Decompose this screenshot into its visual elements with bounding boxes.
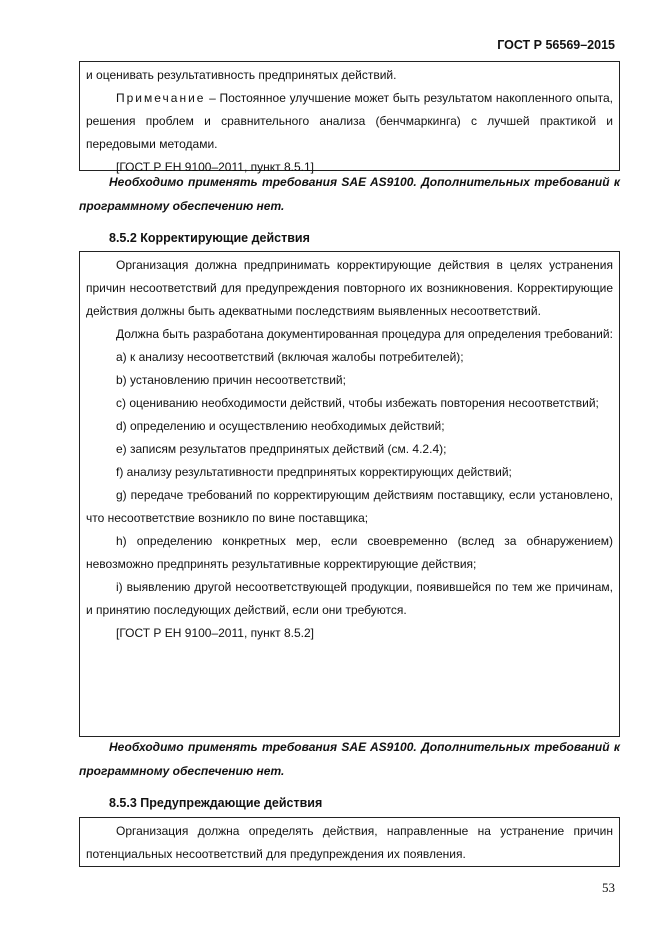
quote-paragraph: Должна быть разработана документированная процедура для определения требований: — [116, 327, 613, 341]
quote-paragraph: Организация должна предпринимать корректирующие действия в целях устранения причин несоответствий для предупреждения повторного их возникновения. Корректирующие действия должны быть адекватными последствиям выявленных несоответствий. — [86, 258, 613, 318]
section-heading: 8.5.2 Корректирующие действия — [109, 231, 310, 245]
note-paragraph — [86, 87, 613, 156]
list-item: d) определению и осуществлению необходимых действий; — [116, 419, 445, 433]
list-item: g) передаче требований по корректирующим действиям поставщику, если установлено, что несоответствие возникло по вине поставщика; — [86, 488, 613, 525]
page-number: 53 — [602, 880, 615, 895]
list-item: i) выявлению другой несоответствующей продукции, появившейся по тем же причинам, и принятию последующих действий, если они требуются. — [86, 580, 613, 617]
list-item: c) оцениванию необходимости действий, чтобы избежать повторения несоответствий; — [116, 396, 599, 410]
citation: [ГОСТ Р ЕН 9100–2011, пункт 8.5.1] — [116, 160, 314, 174]
list-item: h) определению конкретных мер, если своевременно (вслед за обнаружением) невозможно предпринять результативные корректирующие действия; — [86, 534, 613, 571]
note-label: Примечание — [116, 91, 206, 105]
document-id-header: ГОСТ Р 56569–2015 — [497, 38, 615, 52]
requirement-note: Необходимо применять требования SAE AS9100. Дополнительных требований к программному обеспечению нет. — [79, 175, 620, 213]
quote-box-851 — [79, 61, 620, 174]
quote-text: и оценивать результативность предпринятых действий. — [86, 68, 397, 82]
list-item: e) записям результатов предпринятых действий (см. 4.2.4); — [116, 442, 447, 456]
list-item: b) установлению причин несоответствий; — [116, 373, 346, 387]
citation: [ГОСТ Р ЕН 9100–2011, пункт 8.5.2] — [116, 626, 314, 640]
quote-box-852 — [79, 251, 620, 737]
note-text: – Постоянное улучшение может быть результатом накопленного опыта, решения проблем и сравнительного анализа (бенчмаркинга) с лучшей практикой и передовыми методами. — [86, 91, 613, 151]
requirement-note: Необходимо применять требования SAE AS9100. Дополнительных требований к программному обеспечению нет. — [79, 740, 620, 778]
quote-box-853 — [79, 817, 620, 867]
list-item: а) к анализу несоответствий (включая жалобы потребителей); — [116, 350, 464, 364]
section-heading: 8.5.3 Предупреждающие действия — [109, 796, 323, 810]
quote-paragraph: Организация должна определять действия, направленные на устранение причин потенциальных несоответствий для предупреждения их появления. — [86, 824, 613, 861]
list-item: f) анализу результативности предпринятых корректирующих действий; — [116, 465, 512, 479]
